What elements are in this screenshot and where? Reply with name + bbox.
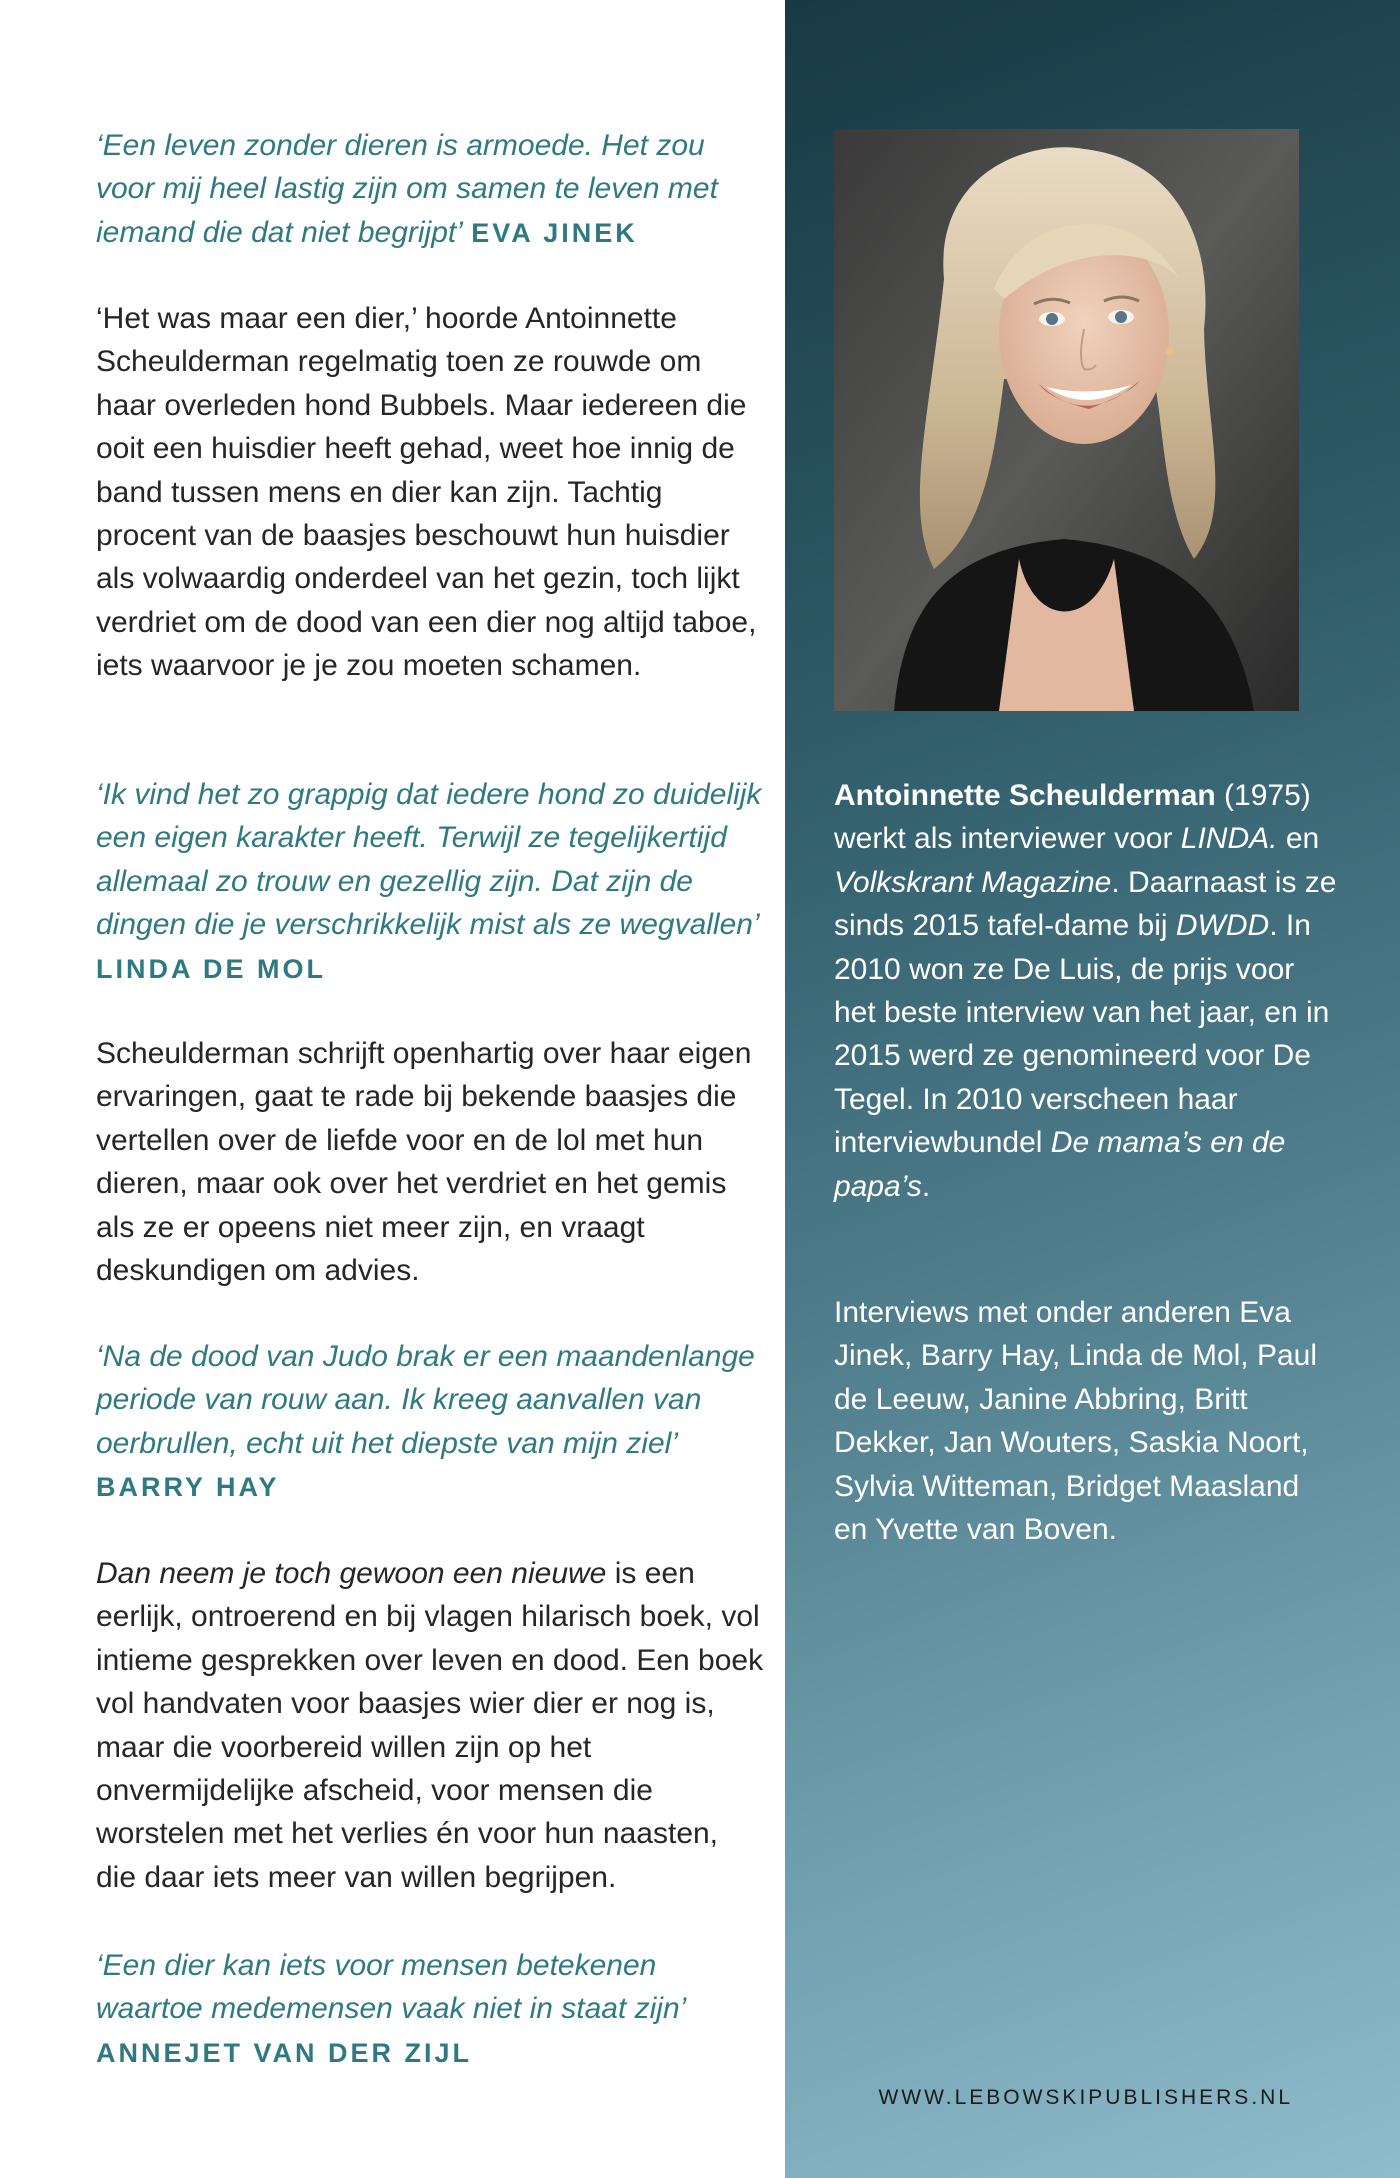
quote-eva-jinek bbox=[96, 124, 766, 255]
quote-author: EVA JINEK bbox=[471, 217, 638, 248]
author-panel bbox=[785, 0, 1400, 2178]
book-description-paragraph bbox=[96, 1552, 766, 1899]
bio-text: . Daarnaast is ze sinds 2015 tafel-dame bij bbox=[834, 865, 1337, 943]
author-name: Antoinnette Scheulderman bbox=[834, 779, 1216, 812]
experience-paragraph: Scheulderman schrijft openhartig over haar eigen ervaringen, gaat te rade bij bekende baasjes die vertellen over de liefde voor en de lol met hun dieren, maar ook over het verdriet en het gemis als ze er opeens niet meer zijn, en vraagt deskundigen om advies. bbox=[96, 1037, 752, 1288]
quote-author: BARRY HAY bbox=[96, 1472, 280, 1503]
quote-text: ‘Een leven zonder dieren is armoede. Het zou voor mij heel lastig zijn om samen te leven met iemand die dat niet begrijpt’ bbox=[96, 129, 718, 249]
bio-magazine-linda: LINDA. bbox=[1180, 822, 1278, 856]
author-portrait-image bbox=[834, 129, 1299, 711]
author-photo bbox=[834, 129, 1299, 711]
bio-show-dwdd: DWDD bbox=[1175, 909, 1270, 943]
bio-text: en bbox=[1277, 822, 1320, 856]
intro-paragraph: ‘Het was maar een dier,’ hoorde Antoinnette Scheulderman regelmatig toen ze rouwde om haar overleden hond Bubbels. Maar iedereen die ooit een huisdier heeft gehad, weet hoe innig de band tussen mens en dier kan zijn. Tachtig procent van de baasjes beschouwt hun huisdier als volwaardig onderdeel van het gezin, toch lijkt verdriet om de dood van een dier nog altijd taboe, iets waarvoor je je zou moeten schamen. bbox=[96, 302, 757, 683]
quote-author: LINDA DE MOL bbox=[96, 953, 326, 984]
quote-text: ‘Ik vind het zo grappig dat iedere hond zo duidelijk een eigen karakter heeft. Terwijl ze tegelijkertijd allemaal zo trouw en gezellig zijn. Dat zijn de dingen die je verschrikkelijk mist als ze wegvallen’ bbox=[96, 778, 762, 942]
quote-annejet-van-der-zijl bbox=[96, 1944, 766, 2075]
quote-author: ANNEJET VAN DER ZIJL bbox=[96, 2037, 473, 2068]
quote-linda-de-mol bbox=[96, 773, 766, 991]
quote-barry-hay bbox=[96, 1335, 766, 1510]
bio-text: . In 2010 won ze De Luis, de prijs voor het beste interview van het jaar, en in 2015 werd ze genomineerd voor De Tegel. In 2010 verscheen haar interviewbundel bbox=[834, 909, 1330, 1160]
author-bio bbox=[834, 774, 1339, 1208]
book-title: Dan neem je toch gewoon een nieuwe bbox=[96, 1557, 607, 1590]
interviewees-list: Interviews met onder anderen Eva Jinek, Barry Hay, Linda de Mol, Paul de Leeuw, Janine Abbring, Britt Dekker, Jan Wouters, Saskia Noort, Sylvia Witteman, Bridget Maasland en Yvette van Boven. bbox=[834, 1296, 1318, 1547]
bio-magazine-volkskrant: Volkskrant Magazine bbox=[834, 865, 1112, 899]
book-description: is een eerlijk, ontroerend en bij vlagen hilarisch boek, vol intieme gesprekken over leven en dood. Een boek vol handvaten voor baasjes wier dier er nog is, maar die voorbereid willen zijn op het onvermijdelijke afscheid, voor mensen die worstelen met het verlies én voor hun naasten, die daar iets meer van willen begrijpen. bbox=[96, 1557, 764, 1894]
bio-text: (1975) werkt als interviewer voor bbox=[834, 779, 1311, 856]
quote-text: ‘Een dier kan iets voor mensen betekenen waartoe medemensen vaak niet in staat zijn’ bbox=[96, 1949, 687, 2026]
publisher-website: WWW.LEBOWSKIPUBLISHERS.NL bbox=[878, 2086, 1293, 2109]
quote-text: ‘Na de dood van Judo brak er een maandenlange periode van rouw aan. Ik kreeg aanvallen van oerbrullen, echt uit het diepste van mijn ziel’ bbox=[96, 1340, 755, 1460]
bio-bundle-title: De mama’s en de papa’s bbox=[834, 1126, 1286, 1203]
bio-text: . bbox=[921, 1169, 931, 1203]
